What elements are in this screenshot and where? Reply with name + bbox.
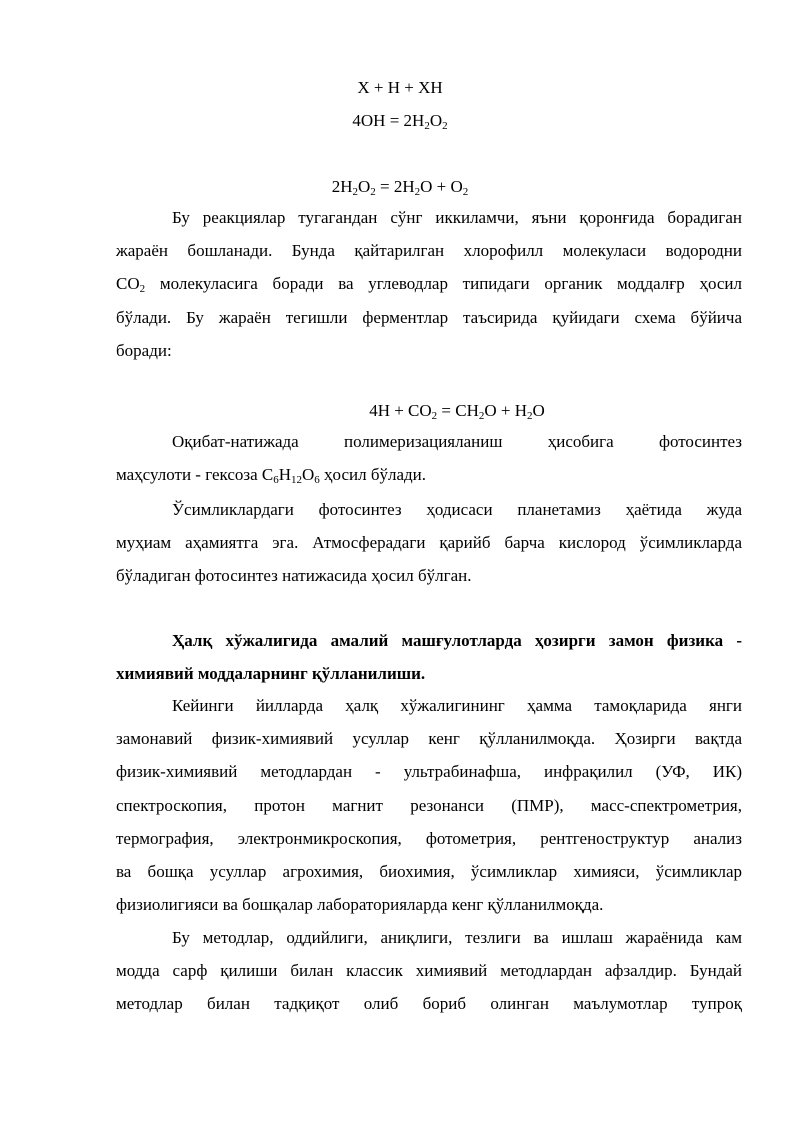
paragraph-5-line-3: методлар билан тадқиқот олиб бориб олинган маълумотлар тупроқ	[116, 994, 742, 1014]
paragraph-4-line-4: спектроскопия, протон магнит резонанси (ПМР), масс-спектрометрия,	[116, 795, 742, 815]
paragraph-1-line-3	[116, 267, 742, 300]
equation-2-part: О	[429, 111, 443, 130]
equation-4-subscript: 2	[431, 410, 438, 422]
equation-3-part: = 2Н	[375, 177, 415, 196]
equation-3-subscript: 2	[462, 186, 469, 198]
equation-4-part: 4Н + СО	[369, 401, 432, 420]
text-run: маҳсулоти - гексоза С	[116, 465, 274, 485]
paragraph-1-line-5: боради:	[116, 340, 172, 360]
subscript: 6	[273, 474, 279, 487]
paragraph-5	[116, 921, 742, 1021]
equation-1-text: Х + Н + ХН	[357, 78, 443, 97]
subscript: 12	[291, 474, 303, 487]
paragraph-4-line-3: физик-химиявий методлардан - ультрабинафша, инфрақилил (УФ, ИК)	[116, 762, 742, 782]
paragraph-5-line-1: Бу методлар, оддийлиги, аниқлиги, тезлиги ва ишлаш жараёнида кам	[172, 928, 742, 947]
equation-2	[0, 110, 800, 132]
paragraph-2-line-2	[116, 458, 742, 491]
equation-2-subscript: 2	[424, 120, 430, 132]
equation-3	[0, 176, 800, 198]
paragraph-3-line-1: Ўсимликлардаги фотосинтез ҳодисаси планетамиз ҳаётида жуда	[172, 500, 742, 519]
equation-4-subscript: 2	[478, 410, 485, 422]
text-run: ҳосил бўлади.	[319, 465, 427, 485]
paragraph-5-line-2: модда сарф қилиши билан классик химиявий методлардан афзалдир. Бундай	[116, 961, 742, 981]
equation-3-part: 2Н	[331, 177, 353, 196]
paragraph-4	[116, 689, 742, 921]
paragraph-1-line-1: Бу реакциялар тугагандан сўнг иккиламчи, яъни қоронғида борадиган	[172, 208, 742, 227]
paragraph-3-line-2: муҳиам аҳамиятга эга. Атмосферадаги қарийб барча кислород ўсимликларда	[116, 533, 742, 553]
equation-4	[0, 400, 800, 422]
paragraph-1-line-2: жараён бошланади. Бунда қайтарилган хлорофилл молекуласи водородни	[116, 241, 742, 261]
equation-4-subscript: 2	[527, 410, 533, 422]
paragraph-4-line-7: физиолигияси ва бошқалар лабораторияларда кенг қўлланилмоқда.	[116, 895, 604, 915]
paragraph-4-line-6: ва бошқа усуллар агрохимия, биохимия, ўсимликлар химияси, ўсимликлар	[116, 861, 742, 881]
equation-3-subscript: 2	[414, 186, 421, 198]
equation-2-subscript: 2	[442, 120, 448, 132]
section-heading	[116, 624, 742, 690]
paragraph-2	[116, 425, 742, 491]
equation-3-part: О + О	[420, 177, 463, 196]
paragraph-4-line-1: Кейинги йилларда ҳалқ хўжалигининг ҳамма тамоқларида янги	[172, 696, 742, 715]
paragraph-3-line-3: бўладиган фотосинтез натижасида ҳосил бўлган.	[116, 566, 472, 586]
paragraph-4-line-5: термография, электронмикроскопия, фотометрия, рентгеноструктур анализ	[116, 828, 742, 848]
equation-3-subscript: 2	[370, 186, 376, 198]
equation-2-part: 4ОН = 2Н	[352, 111, 425, 130]
text-run: Н	[278, 465, 292, 485]
text-run: О	[302, 465, 315, 485]
paragraph-4-line-2: замонавий физик-химиявий усуллар кенг қўлланилмоқда. Ҳозирги вақтда	[116, 729, 742, 749]
equation-4-part: = СН	[437, 401, 479, 420]
text-run: СО	[116, 274, 140, 294]
heading-line-1: Ҳалқ хўжалигида амалий машғулотларда ҳозирги замон физика -	[172, 631, 742, 650]
heading-line-2: химиявий моддаларнинг қўлланилиши.	[116, 664, 426, 684]
paragraph-1	[116, 201, 742, 367]
equation-3-part: О	[357, 177, 371, 196]
equation-4-part: О	[532, 401, 545, 420]
equation-4-part: О + Н	[484, 401, 528, 420]
paragraph-3	[116, 493, 742, 593]
subscript: 6	[314, 474, 320, 487]
subscript: 2	[139, 283, 146, 296]
equation-1	[0, 77, 800, 99]
paragraph-2-line-1: Оқибат-натижада полимеризацияланиш ҳисобига фотосинтез	[172, 432, 742, 451]
equation-3-subscript: 2	[352, 186, 358, 198]
text-run: молекуласига боради ва углеводлар типидаги органик моддалғр ҳосил	[145, 274, 742, 294]
paragraph-1-line-4: бўлади. Бу жараён тегишли ферментлар таъсирида қуйидаги схема бўйича	[116, 307, 742, 327]
